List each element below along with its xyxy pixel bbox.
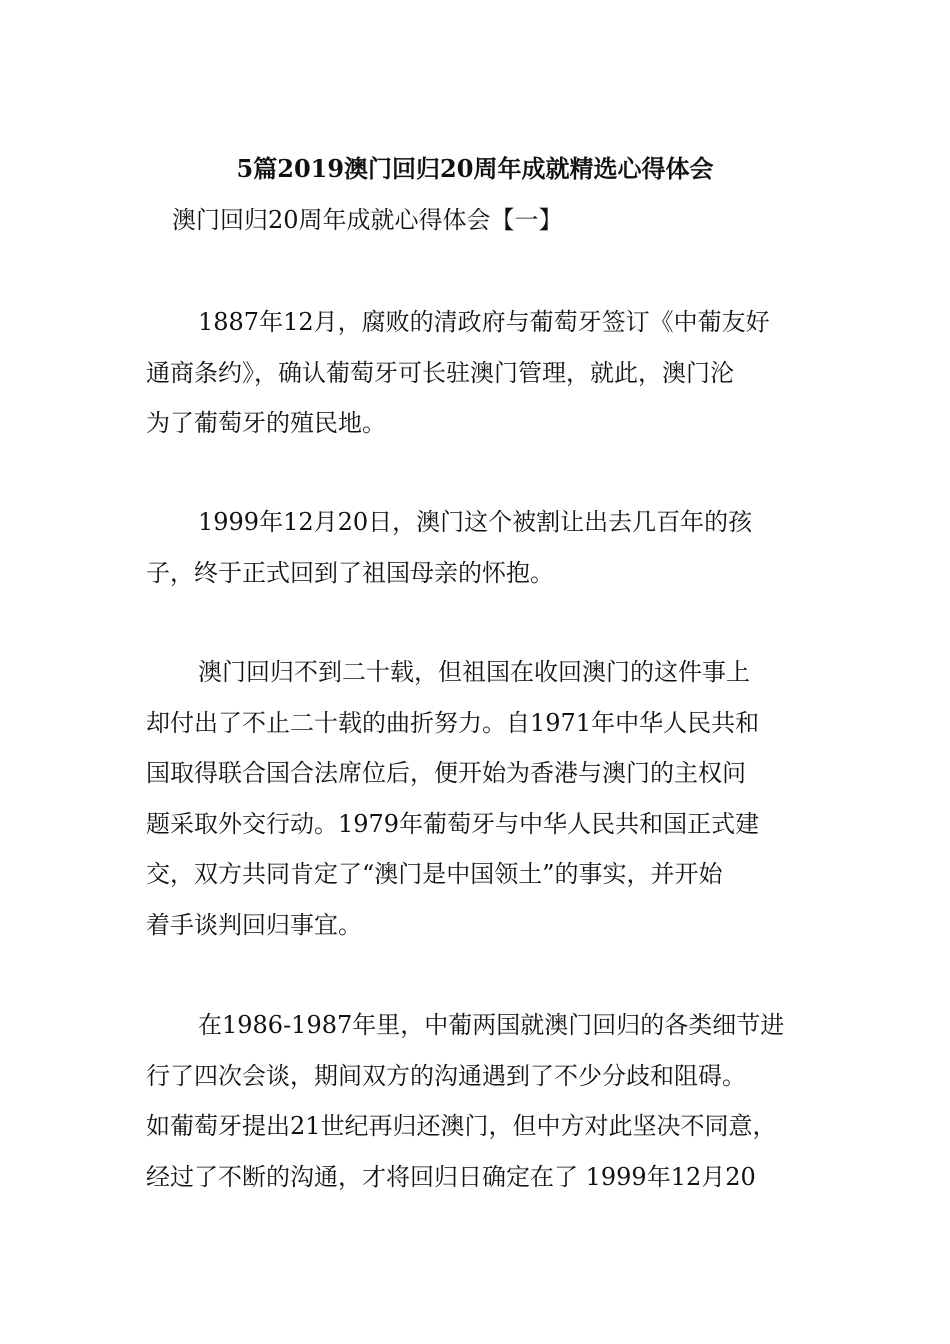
- paragraph-line: 国取得联合国合法席位后，便开始为香港与澳门的主权问: [146, 759, 746, 787]
- paragraph-line: 经过了不断的沟通，才将回归日确定在了 1999年12月20: [146, 1162, 756, 1191]
- paragraph-line: 1887年12月，腐败的清政府与葡萄牙签订《中葡友好: [198, 308, 770, 336]
- document-title: 5篇2019澳门回归20周年成就精选心得体会: [236, 154, 714, 183]
- paragraph-line: 如葡萄牙提出21世纪再归还澳门，但中方对此坚决不同意，: [146, 1112, 777, 1140]
- paragraph-line: 行了四次会谈，期间双方的沟通遇到了不少分歧和阻碍。: [146, 1061, 746, 1090]
- paragraph-line: 澳门回归不到二十载，但祖国在收回澳门的这件事上: [198, 658, 750, 686]
- paragraph-line: 通商条约》，确认葡萄牙可长驻澳门管理，就此，澳门沦: [146, 358, 734, 387]
- paragraph-line: 1999年12月20日，澳门这个被割让出去几百年的孩: [198, 508, 753, 536]
- paragraph-line: 交，双方共同肯定了“澳门是中国领土”的事实，并开始: [146, 860, 723, 888]
- paragraph-line: 为了葡萄牙的殖民地。: [146, 409, 386, 437]
- paragraph-4: [146, 1000, 826, 1202]
- paragraph-line: 在1986-1987年里，中葡两国就澳门回归的各类细节进: [198, 1011, 785, 1039]
- paragraph-1: [146, 297, 826, 449]
- paragraph-line: 题采取外交行动。1979年葡萄牙与中华人民共和国正式建: [146, 809, 760, 838]
- section-heading: 澳门回归20周年成就心得体会【一】: [172, 206, 563, 234]
- paragraph-3: [146, 647, 826, 950]
- paragraph-line: 却付出了不止二十载的曲折努力。自1971年中华人民共和: [146, 708, 760, 737]
- paragraph-line: 着手谈判回归事宜。: [146, 910, 362, 939]
- paragraph-2: [146, 497, 826, 598]
- paragraph-line: 子，终于正式回到了祖国母亲的怀抱。: [146, 558, 554, 587]
